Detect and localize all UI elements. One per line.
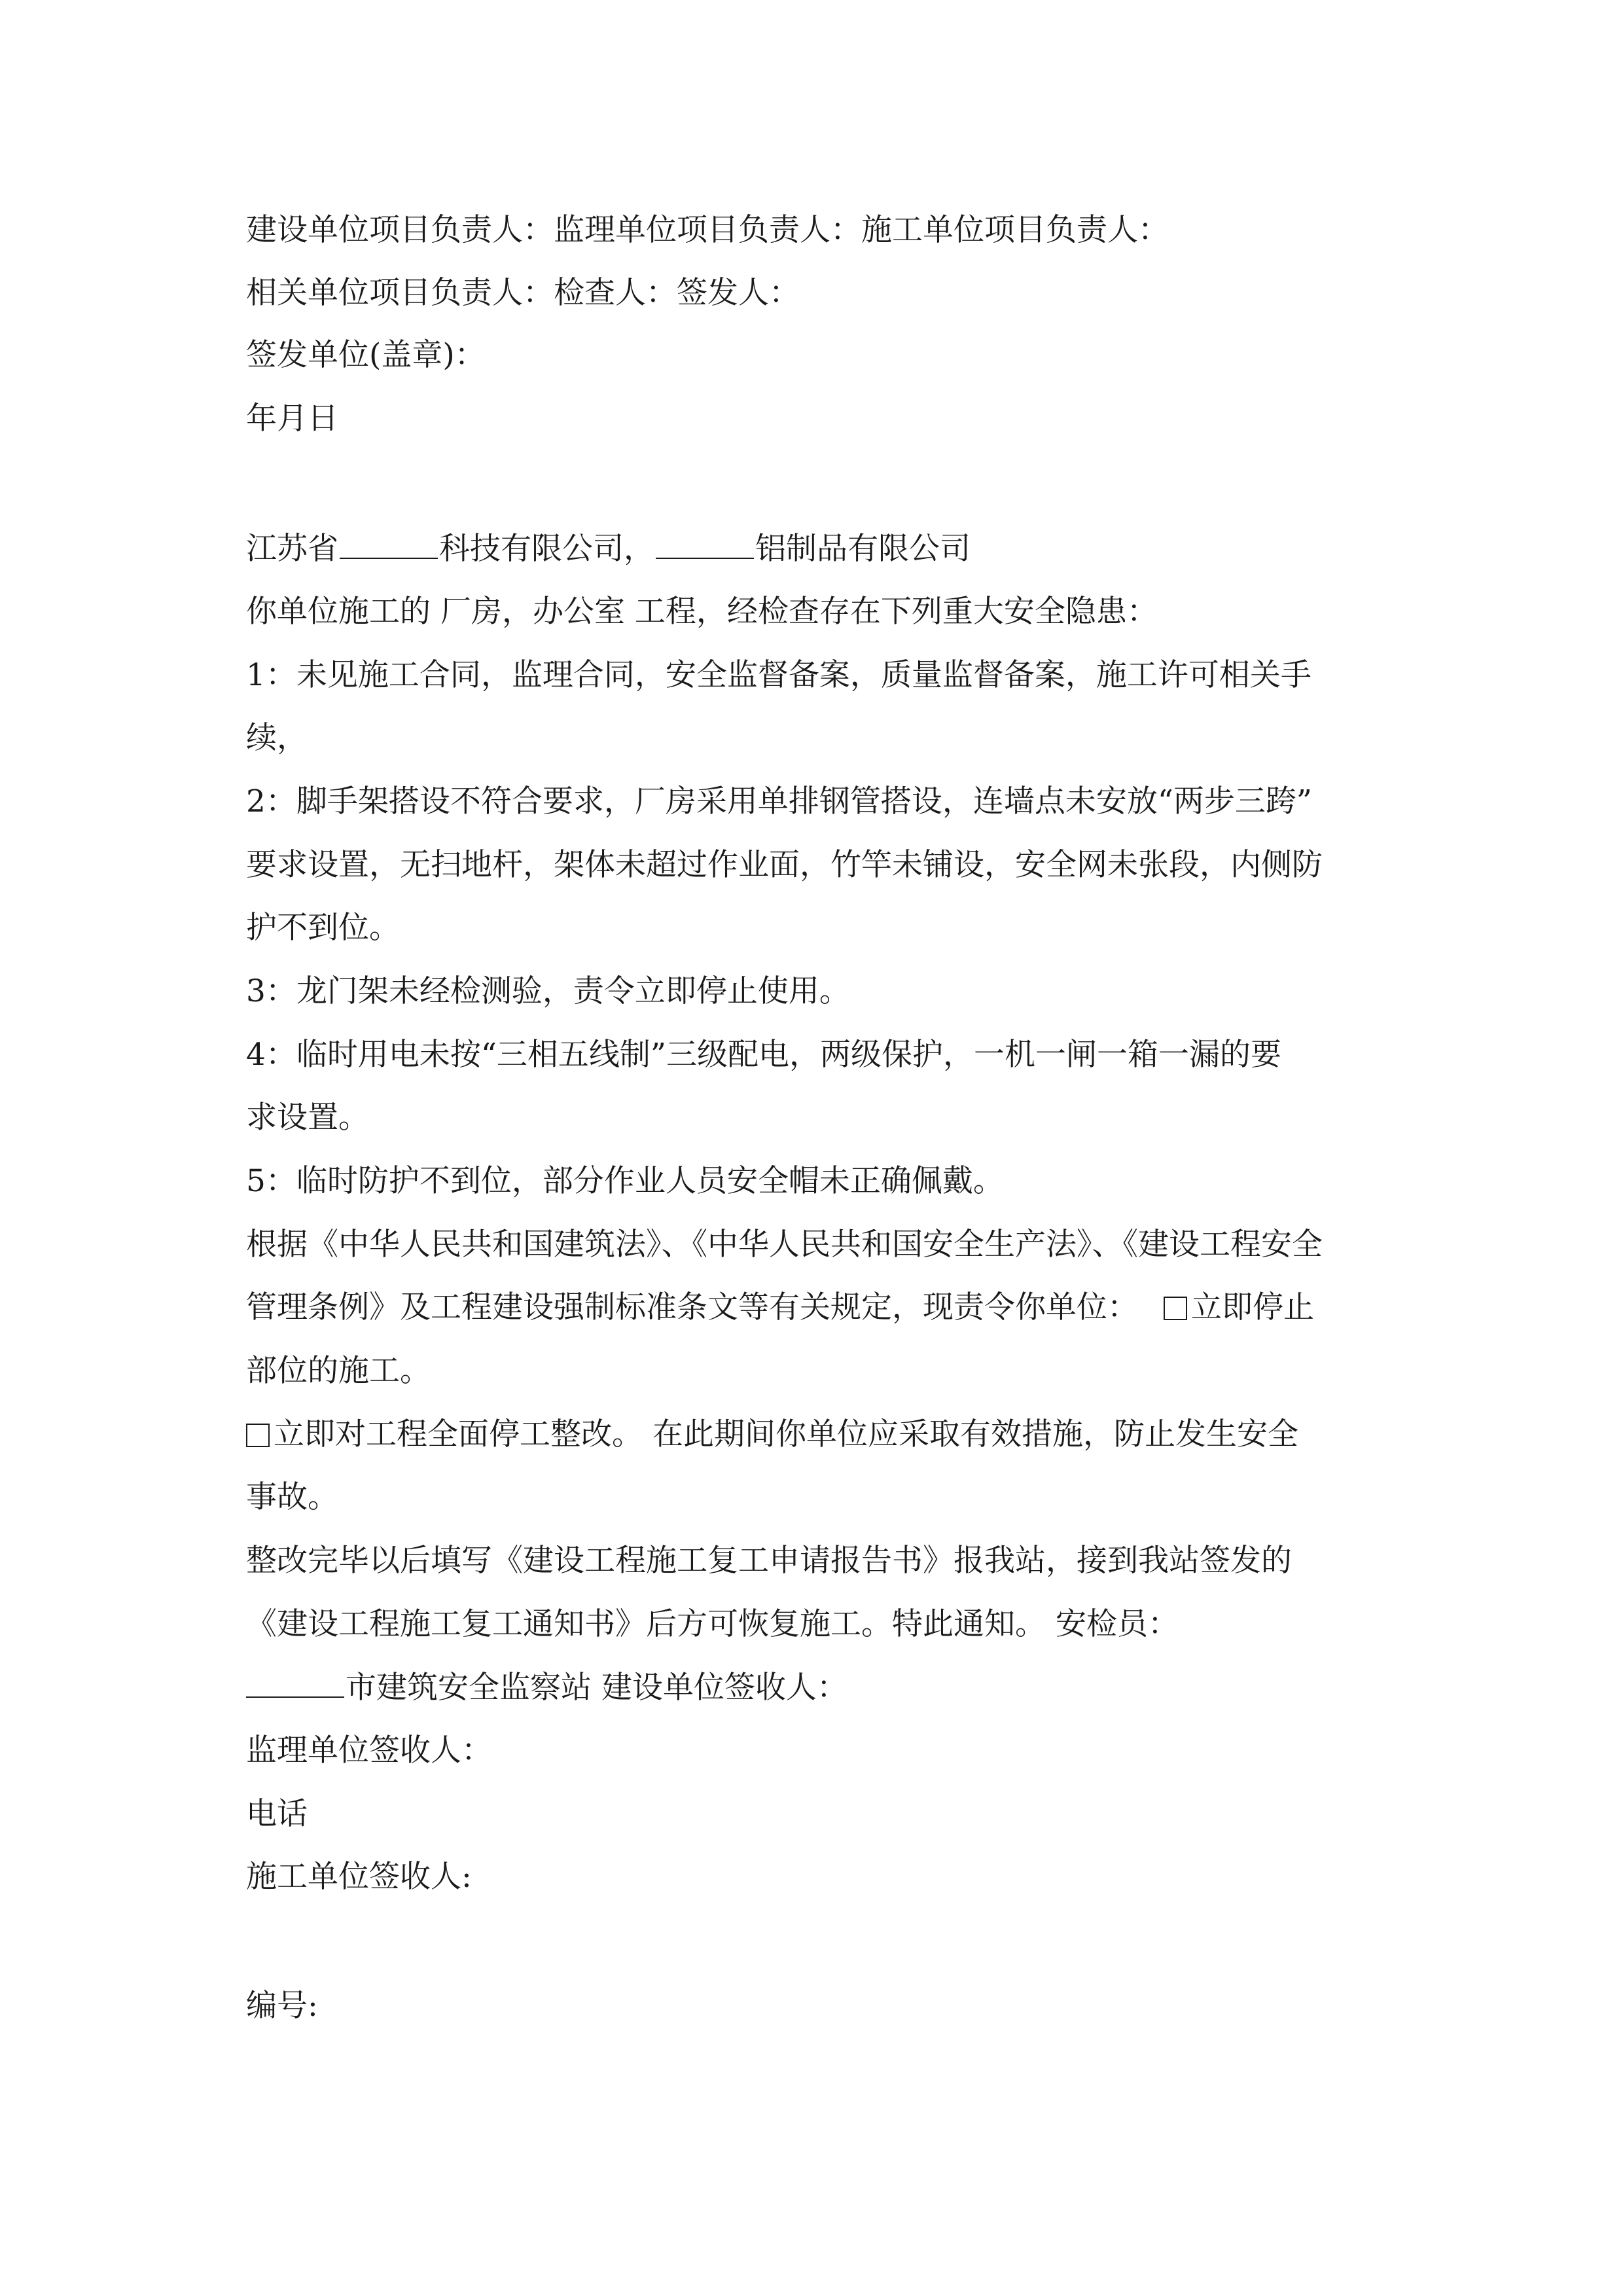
item-1-line1: 1：未见施工合同，监理合同，安全监督备案，质量监督备案，施工许可相关手	[246, 657, 1311, 693]
number-line: 编号:	[246, 1988, 318, 2024]
addressee-company2: 铝制品有限公司	[755, 531, 971, 567]
resume-line2: 《建设工程施工复工通知书》后方可恢复施工。特此通知。 安检员：	[246, 1606, 1179, 1642]
date-line: 年月日	[246, 401, 338, 437]
item-2-line1: 2：脚手架搭设不符合要求，厂房采用单排钢管搭设，连墙点未安放“两步三跨”	[246, 783, 1312, 819]
blank-field	[656, 529, 754, 559]
option2-line	[246, 1415, 1398, 1454]
addressee-prefix: 江苏省	[246, 531, 338, 567]
checkbox-icon[interactable]	[246, 1424, 270, 1447]
related-persons-line: 相关单位项目负责人：检查人：签发人：	[246, 275, 800, 311]
item-4-line1: 4：临时用电未按“三相五线制”三级配电，两级保护，一机一闸一箱一漏的要	[246, 1037, 1281, 1073]
supervisor-sign-line: 监理单位签收人：	[246, 1732, 492, 1768]
checkbox-icon[interactable]	[1164, 1297, 1187, 1320]
station-text: 市建筑安全监察站 建设单位签收人：	[346, 1670, 847, 1706]
addressee-company1: 科技有限公司，	[439, 531, 654, 567]
basis-text: 管理条例》及工程建设强制标准条文等有关规定，现责令你单位：	[246, 1289, 1138, 1325]
item-2-line3: 护不到位。	[246, 910, 400, 946]
resume-line1: 整改完毕以后填写《建设工程施工复工申请报告书》报我站，接到我站签发的	[246, 1543, 1292, 1579]
option1-text: 立即停止	[1190, 1289, 1314, 1325]
issuer-unit-line: 签发单位(盖章)：	[246, 337, 486, 373]
phone-line: 电话	[246, 1796, 308, 1832]
option1-cont-line: 部位的施工。	[246, 1353, 431, 1389]
item-2-line2: 要求设置，无扫地杆，架体未超过作业面，竹竿未铺设，安全网未张段，内侧防	[246, 847, 1323, 883]
item-1-line2: 续，	[246, 720, 308, 756]
blank-field	[340, 529, 438, 559]
item-5-line1: 5：临时防护不到位，部分作业人员安全帽未正确佩戴。	[246, 1163, 1004, 1199]
item-3-line1: 3：龙门架未经检测验，责令立即停止使用。	[246, 973, 850, 1009]
basis-line2	[246, 1288, 1398, 1327]
blank-field	[246, 1668, 344, 1698]
item-4-line2: 求设置。	[246, 1100, 369, 1136]
responsible-persons-line: 建设单位项目负责人：监理单位项目负责人：施工单位项目负责人：	[246, 212, 1169, 248]
addressee-line	[246, 529, 1398, 568]
contractor-sign-line: 施工单位签收人:	[246, 1859, 472, 1895]
basis-line1: 根据《中华人民共和国建筑法》、《中华人民共和国安全生产法》、《建设工程安全	[246, 1227, 1323, 1263]
station-line	[246, 1668, 1398, 1707]
option2-text: 立即对工程全面停工整改。 在此期间你单位应采取有效措施，防止发生安全	[274, 1416, 1298, 1452]
option2-cont-line: 事故。	[246, 1479, 338, 1515]
intro-line: 你单位施工的 厂房，办公室 工程，经检查存在下列重大安全隐患：	[246, 594, 1158, 630]
